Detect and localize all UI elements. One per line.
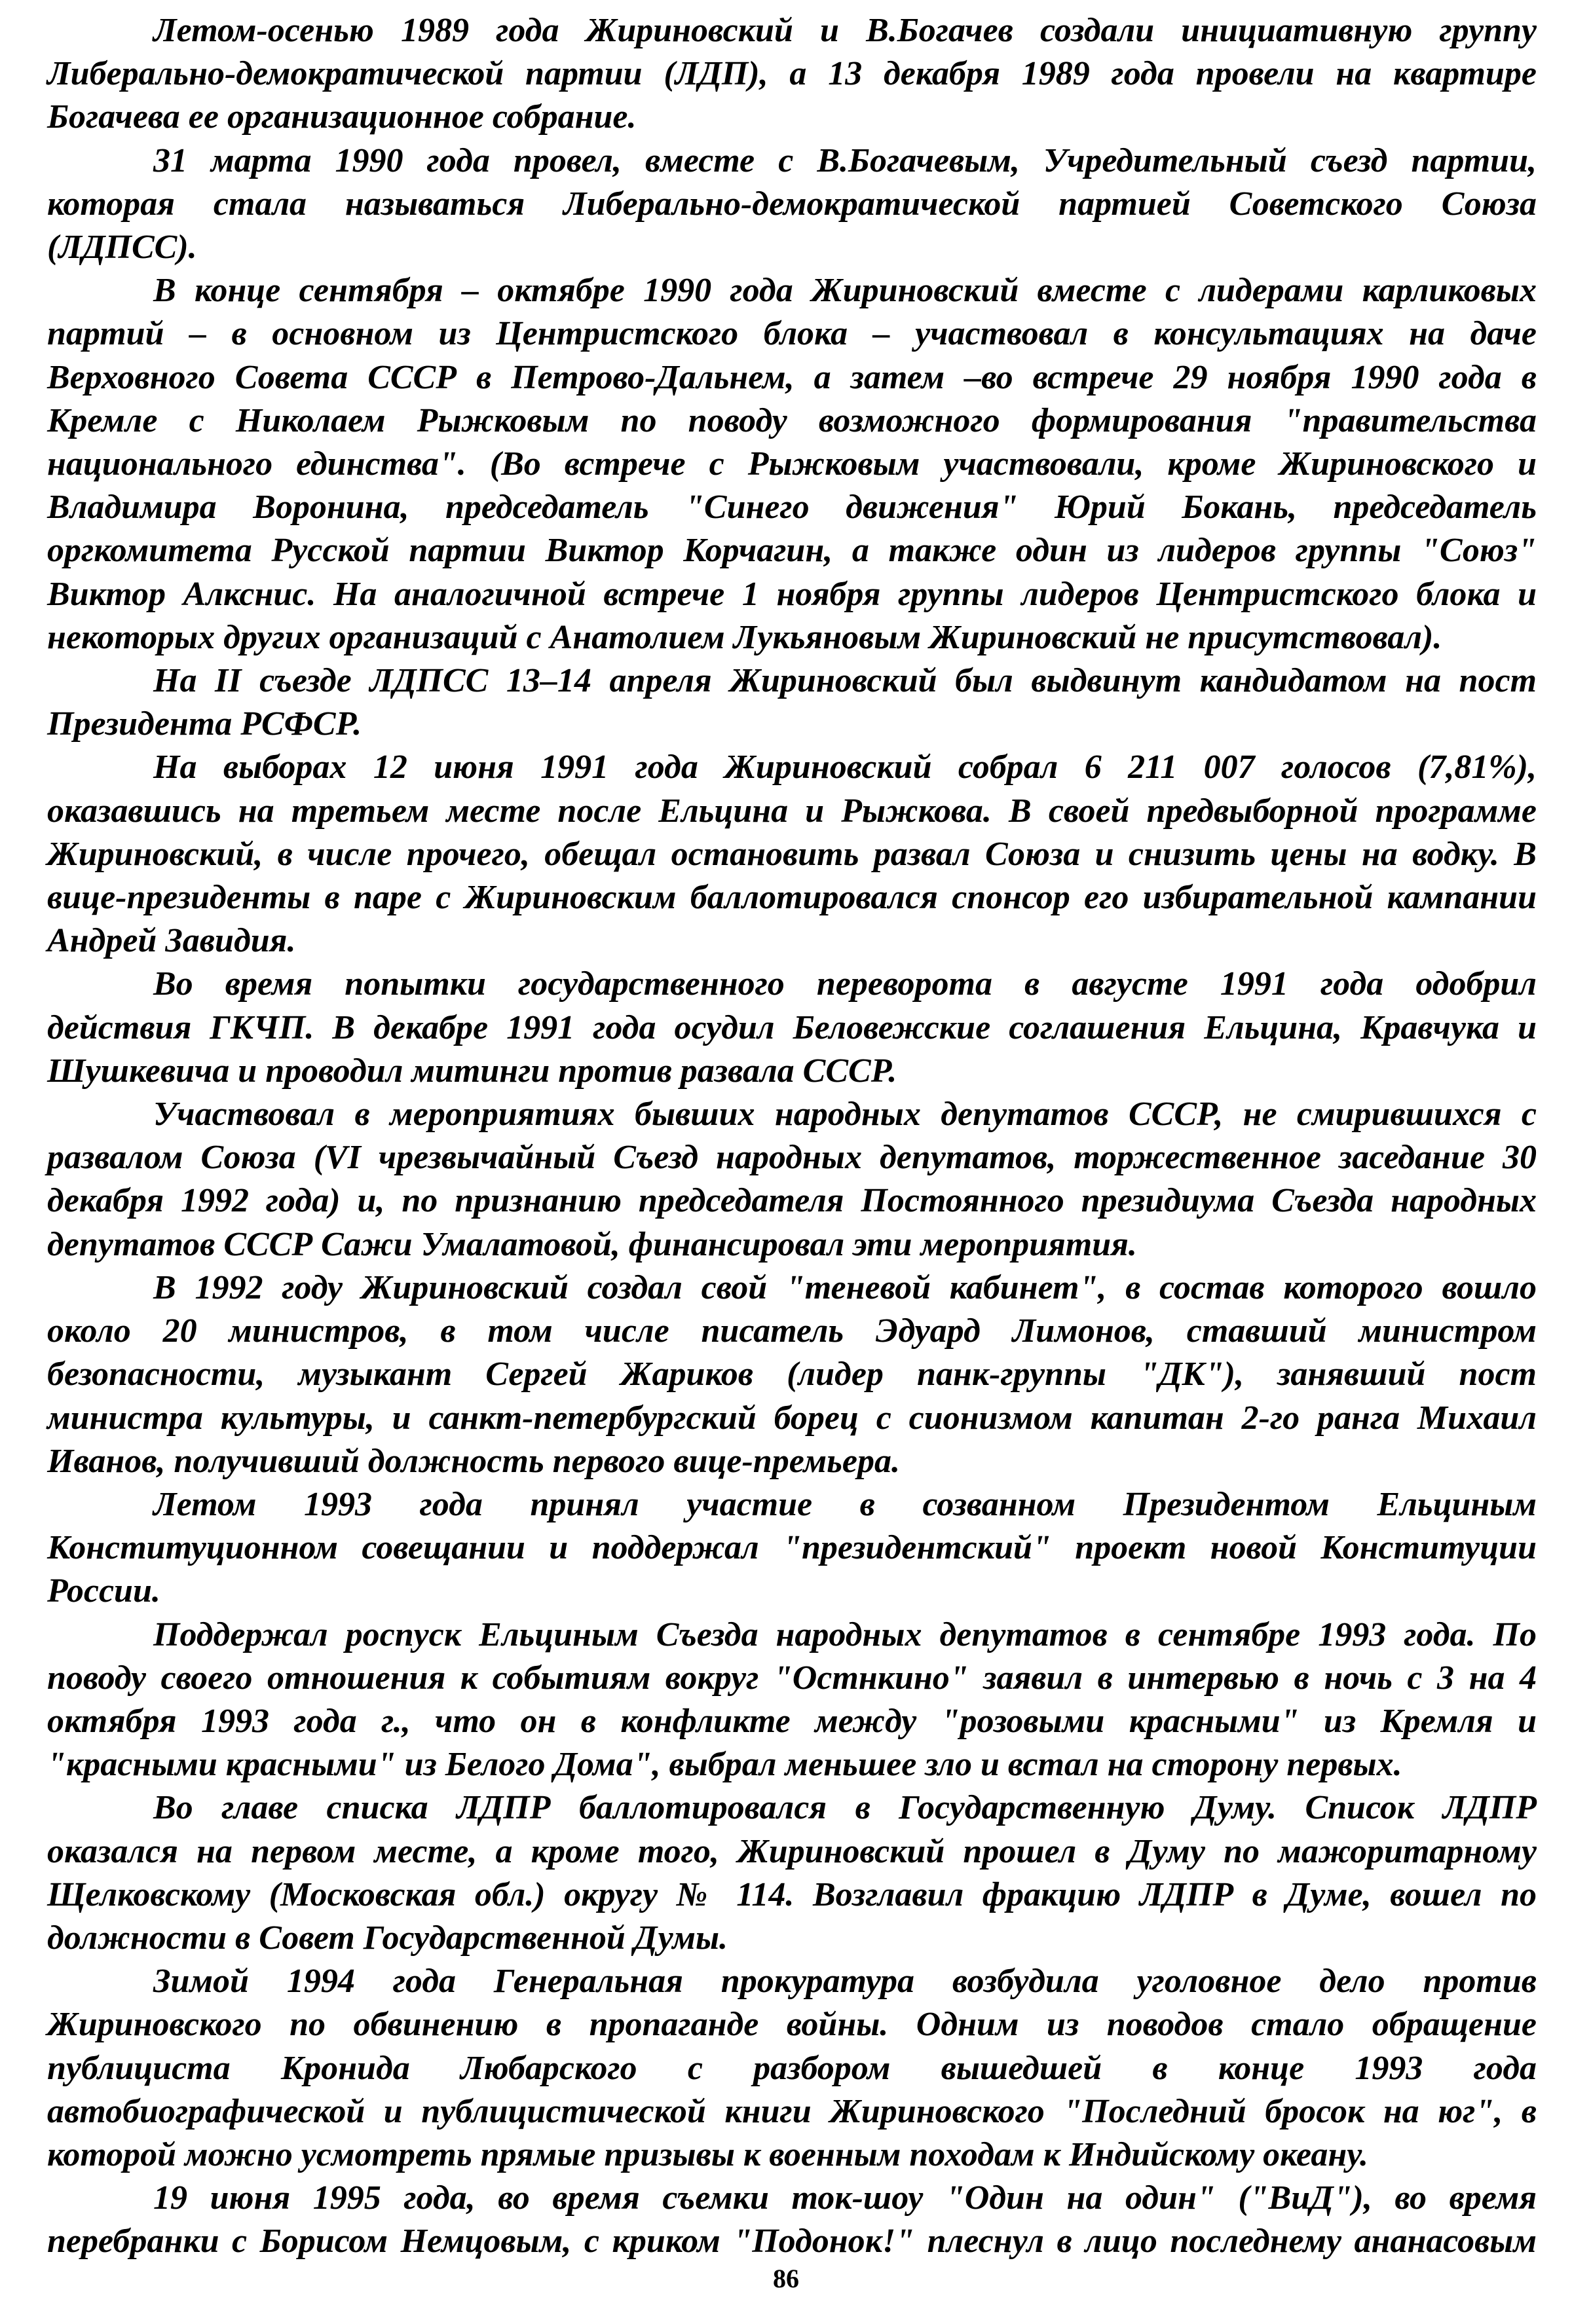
text-line: развалом Союза (VI чрезвычайный Съезд народных депутатов, торжественное заседание 30: [47, 1139, 1537, 1177]
text-line: Летом 1993 года принял участие в созванном Президентом Ельциным: [153, 1485, 1537, 1523]
text-line: 19 июня 1995 года, во время съемки ток-шоу "Один на один" ("ВиД"), во время: [153, 2179, 1537, 2217]
text-line: оказавшись на третьем месте после Ельцина и Рыжкова. В своей предвыборной программе: [47, 792, 1537, 830]
text-line: оказался на первом месте, а кроме того, Жириновский прошел в Думу по мажоритарному: [47, 1832, 1537, 1870]
paragraph: [47, 963, 1537, 1093]
text-line: Конституционном совещании и поддержал "президентский" проект новой Конституции: [47, 1529, 1537, 1567]
text-line: министра культуры, и санкт-петербургский борец с сионизмом капитан 2-го ранга Михаил: [47, 1399, 1537, 1437]
text-line: Во главе списка ЛДПР баллотировался в Государственную Думу. Список ЛДПР: [153, 1789, 1537, 1827]
text-line: Жириновского по обвинению в пропаганде войны. Одним из поводов стало обращение: [47, 2006, 1537, 2044]
text-line: Участвовал в мероприятиях бывших народных депутатов СССР, не смирившихся с: [153, 1096, 1537, 1134]
text-line: Виктор Алкснис. На аналогичной встрече 1 ноября группы лидеров Центристского блока и: [47, 575, 1537, 613]
text-line: некоторых других организаций с Анатолием Лукьяновым Жириновский не присутствовал).: [47, 618, 1442, 656]
paragraph: [47, 9, 1537, 139]
text-line: В конце сентября – октябре 1990 года Жириновский вместе с лидерами карликовых: [153, 272, 1537, 310]
text-line: депутатов СССР Сажи Умалатовой, финансировал эти мероприятия.: [47, 1225, 1137, 1263]
page-number: 86: [773, 2264, 799, 2293]
text-line: которой можно усмотреть прямые призывы к военным походам к Индийскому океану.: [47, 2135, 1369, 2173]
paragraph: [47, 1786, 1537, 1960]
text-line: Щелковскому (Московская обл.) округу № 114. Возглавил фракцию ЛДПР в Думе, вошел по: [47, 1875, 1537, 1913]
text-line: Летом-осенью 1989 года Жириновский и В.Богачев создали инициативную группу: [153, 12, 1537, 49]
paragraph: [47, 746, 1537, 963]
text-line: которая стала называться Либерально-демократической партией Советского Союза: [47, 185, 1537, 223]
text-line: Кремле с Николаем Рыжковым по поводу возможного формирования "правительства: [47, 401, 1537, 439]
paragraph: [47, 1960, 1537, 2177]
paragraph: [47, 139, 1537, 270]
text-line: "красными красными" из Белого Дома", выбрал меньшее зло и встал на сторону первых.: [47, 1746, 1402, 1784]
text-line: Верховного Совета СССР в Петрово-Дальнем, а затем –во встрече 29 ноября 1990 года в: [47, 358, 1537, 396]
text-line: вице-президенты в паре с Жириновским баллотировался спонсор его избирательной кампании: [47, 879, 1537, 917]
text-line: Владимира Воронина, председатель "Синего движения" Юрий Бокань, председатель: [47, 489, 1537, 526]
text-line: около 20 министров, в том числе писатель Эдуард Лимонов, ставший министром: [47, 1312, 1537, 1350]
text-line: национального единства". (Во встрече с Рыжковым участвовали, кроме Жириновского и: [47, 445, 1537, 483]
text-line: На II съезде ЛДПСС 13–14 апреля Жириновский был выдвинут кандидатом на пост: [153, 662, 1537, 700]
text-line: действия ГКЧП. В декабре 1991 года осудил Беловежские соглашения Ельцина, Кравчука и: [47, 1008, 1537, 1046]
text-line: безопасности, музыкант Сергей Жариков (лидер панк-группы "ДК"), занявший пост: [47, 1356, 1537, 1393]
text-line: На выборах 12 июня 1991 года Жириновский собрал 6 211 007 голосов (7,81%),: [153, 748, 1537, 786]
text-line: Зимой 1994 года Генеральная прокуратура возбудила уголовное дело против: [153, 1963, 1537, 2001]
paragraph: [47, 1093, 1537, 1266]
text-line: Иванов, получивший должность первого вице-премьера.: [47, 1442, 900, 1480]
text-line: Жириновский, в числе прочего, обещал остановить развал Союза и снизить цены на водку. В: [47, 835, 1537, 873]
text-line: поводу своего отношения к событиям вокруг "Остнкино" заявил в интервью в ночь с 3 на 4: [47, 1659, 1537, 1697]
text-line: России.: [47, 1572, 160, 1610]
paragraph: [47, 1266, 1537, 1483]
text-line: Либерально-демократической партии (ЛДП), а 13 декабря 1989 года провели на квартире: [47, 55, 1537, 93]
text-line: оргкомитета Русской партии Виктор Корчагин, а также один из лидеров группы "Союз": [47, 532, 1537, 570]
paragraph: [47, 269, 1537, 659]
text-line: Во время попытки государственного переворота в августе 1991 года одобрил: [153, 965, 1537, 1003]
text-line: должности в Совет Государственной Думы.: [47, 1919, 728, 1957]
document-body: [47, 9, 1537, 2264]
paragraph: [47, 1614, 1537, 1787]
text-line: автобиографической и публицистической книги Жириновского "Последний бросок на юг", в: [47, 2092, 1537, 2130]
text-line: Андрей Завидия.: [47, 922, 296, 960]
paragraph: [47, 659, 1537, 746]
text-line: 31 марта 1990 года провел, вместе с В.Богачевым, Учредительный съезд партии,: [153, 141, 1537, 179]
text-line: Поддержал роспуск Ельциным Съезда народных депутатов в сентябре 1993 года. По: [153, 1615, 1537, 1653]
text-line: (ЛДПСС).: [47, 229, 197, 267]
text-line: Президента РСФСР.: [47, 705, 362, 743]
text-line: Богачева ее организационное собрание.: [47, 98, 637, 136]
text-line: В 1992 году Жириновский создал свой "теневой кабинет", в состав которого вошло: [153, 1268, 1537, 1306]
text-line: октября 1993 года г., что он в конфликте между "розовыми красными" из Кремля и: [47, 1702, 1537, 1740]
text-line: партий – в основном из Центристского блока – участвовал в консультациях на даче: [47, 315, 1537, 353]
text-line: публициста Кронида Любарского с разбором вышедшей в конце 1993 года: [47, 2049, 1537, 2087]
text-line: Шушкевича и проводил митинги против развала СССР.: [47, 1052, 897, 1090]
paragraph: [47, 1483, 1537, 1614]
text-line: декабря 1992 года) и, по признанию председателя Постоянного президиума Съезда народных: [47, 1182, 1537, 1220]
text-line: перебранки с Борисом Немцовым, с криком "Подонок!" плеснул в лицо последнему ананасовым: [47, 2223, 1537, 2260]
paragraph: [47, 2177, 1537, 2263]
